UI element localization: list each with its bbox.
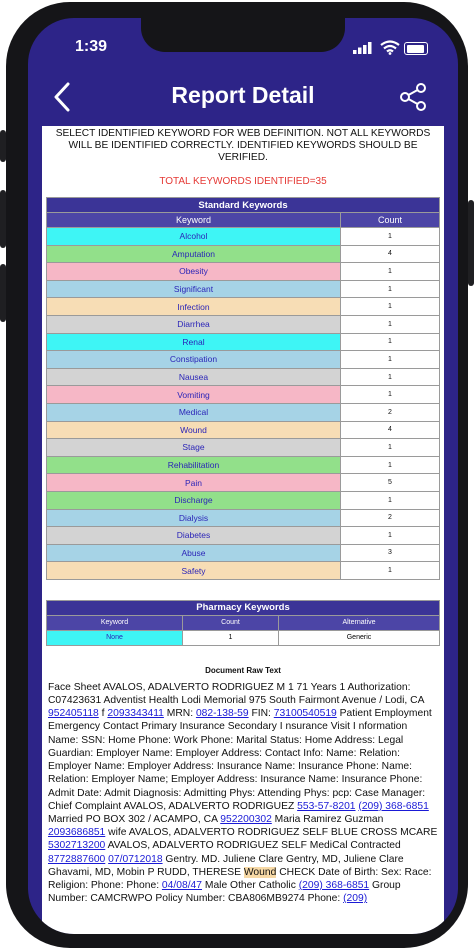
fin-link[interactable]: 73100540519: [273, 708, 337, 720]
keyword-count: 3: [341, 544, 440, 562]
table-row: [47, 315, 440, 333]
total-keywords: TOTAL KEYWORDS IDENTIFIED=35: [159, 176, 327, 187]
keyword-link[interactable]: Discharge: [47, 491, 341, 509]
raw-text: Male Other Catholic: [202, 879, 299, 891]
keyword-link[interactable]: Alcohol: [47, 228, 341, 246]
pharmacy-count: 1: [183, 630, 279, 645]
table-row: [47, 298, 440, 316]
mrn-link[interactable]: 082-138-59: [195, 708, 249, 720]
document-raw-text-title: Document Raw Text: [205, 665, 281, 675]
phone-link[interactable]: 2093343411: [107, 708, 164, 720]
screen: [28, 18, 458, 934]
keyword-count: 1: [341, 456, 440, 474]
keyword-link[interactable]: Amputation: [47, 245, 341, 263]
raw-text: Married PO BOX 302 / ACAMPO, CA: [48, 813, 221, 825]
keyword-link[interactable]: Vomiting: [47, 386, 341, 404]
instructions-text: SELECT IDENTIFIED KEYWORD FOR WEB DEFINITION. NOT ALL KEYWORDS WILL BE IDENTIFIED CORRECTLY. IDENTIFIED KEYWORDS SHOULD BE VERIFIED.: [55, 128, 431, 163]
keyword-link[interactable]: Significant: [47, 280, 341, 298]
keyword-count: 1: [341, 439, 440, 457]
keyword-count: 1: [341, 280, 440, 298]
table-row: [47, 491, 440, 509]
table-row: [47, 630, 440, 645]
table-row: [47, 509, 440, 527]
table-row: [47, 245, 440, 263]
table-row: [47, 403, 440, 421]
date-link[interactable]: 07/0712018: [108, 853, 163, 865]
volume-up-button: [0, 190, 6, 248]
pharmacy-count-header: Count: [183, 615, 279, 630]
keyword-link[interactable]: Rehabilitation: [47, 456, 341, 474]
highlighted-keyword[interactable]: Wound: [243, 866, 277, 878]
phone-link[interactable]: (209) 368-6851: [298, 879, 370, 891]
keyword-count: 1: [341, 263, 440, 281]
status-time: 1:39: [75, 38, 108, 55]
power-button: [468, 200, 474, 286]
raw-text: CHECK Date of Birth: Sex: Race: Religion: Phone: Phone:: [48, 866, 432, 891]
document-raw-text: [42, 681, 444, 905]
status-bar: [28, 38, 458, 60]
raw-text: Patient Employment Emergency Contact Primary Insurance Secondary I nsurance Visit I nformation Name: SSN: Home Phone: Work Phone: Marital Status: Home Address: Legal Guardian: Employer Name: Employer Address: Contact Info: Name: Relation: Employer Name: Employer Address: Insurance Name: Insurance Phone: Name: Relation: Employer Name; Employer Address: Insurance Name: Insurance Phone: Admit Date: Admit Diagnosis: Admitting Phys: Attending Phys: pcp: Case Manager: Chief Complaint AVALOS, ADALVERTO RODRIGUEZ: [48, 708, 432, 812]
table-row: [47, 280, 440, 298]
keyword-link[interactable]: Wound: [47, 421, 341, 439]
keyword-link[interactable]: Dialysis: [47, 509, 341, 527]
raw-text: wife AVALOS, ADALVERTO RODRIGUEZ SELF BLUE CROSS MCARE: [105, 827, 438, 839]
pharmacy-alternative-header: Alternative: [279, 615, 440, 630]
pharmacy-keywords-caption: Pharmacy Keywords: [47, 600, 440, 615]
keyword-link[interactable]: Infection: [47, 298, 341, 316]
keyword-count: 1: [341, 386, 440, 404]
raw-text: Face Sheet AVALOS, ADALVERTO RODRIGUEZ M 1 71 Years 1 Authorization: C07423631 Adventist Health Lodi Memorial 975 South Fairmont Avenue / Lodi, CA: [48, 681, 424, 707]
table-row: [47, 263, 440, 281]
keyword-link[interactable]: Diarrhea: [47, 315, 341, 333]
phone-link[interactable]: 8772887600: [48, 853, 106, 865]
cellular-signal-icon: [353, 42, 373, 54]
table-row: [47, 386, 440, 404]
keyword-count: 5: [341, 474, 440, 492]
keyword-count: 1: [341, 562, 440, 580]
volume-down-button: [0, 264, 6, 322]
phone-link[interactable]: (209): [343, 893, 368, 905]
table-row: [47, 562, 440, 580]
keyword-link[interactable]: Diabetes: [47, 527, 341, 545]
raw-text: Maria Ramirez Guzman: [271, 813, 384, 825]
raw-text: MRN:: [163, 708, 196, 720]
pharmacy-keywords-table: [46, 600, 440, 646]
keyword-link[interactable]: Medical: [47, 403, 341, 421]
table-row: [47, 456, 440, 474]
count-column-header: Count: [341, 213, 440, 228]
nav-header: [28, 76, 458, 120]
table-row: [47, 474, 440, 492]
phone-link[interactable]: 2093686851: [48, 827, 106, 839]
keyword-count: 1: [341, 315, 440, 333]
standard-keywords-table: [46, 197, 440, 580]
phone-link[interactable]: (209) 368-6851: [358, 800, 429, 812]
pharmacy-keyword-header: Keyword: [47, 615, 183, 630]
keyword-link[interactable]: Abuse: [47, 544, 341, 562]
keyword-link[interactable]: Nausea: [47, 368, 341, 386]
keyword-link[interactable]: Safety: [47, 562, 341, 580]
keyword-link[interactable]: Renal: [47, 333, 341, 351]
phone-link[interactable]: 5302713200: [48, 840, 106, 852]
table-row: [47, 527, 440, 545]
keyword-count: 1: [341, 527, 440, 545]
keyword-count: 1: [341, 333, 440, 351]
table-row: [47, 333, 440, 351]
raw-text: Group Number: CAMCRWPO Policy Number: CBA806MB9274 Phone:: [48, 879, 401, 905]
keyword-count: 4: [341, 421, 440, 439]
table-row: [47, 368, 440, 386]
standard-keywords-caption: Standard Keywords: [47, 198, 440, 213]
phone-frame: [6, 2, 468, 948]
pharmacy-keyword-link[interactable]: None: [47, 630, 183, 645]
table-row: [47, 439, 440, 457]
keyword-column-header: Keyword: [47, 213, 341, 228]
keyword-link[interactable]: Constipation: [47, 351, 341, 369]
raw-text: f: [98, 708, 108, 720]
share-icon[interactable]: [398, 80, 428, 114]
table-row: [47, 421, 440, 439]
wifi-icon: [380, 40, 400, 55]
keyword-count: 1: [341, 368, 440, 386]
table-row: [47, 228, 440, 246]
pharmacy-alternative: Generic: [279, 630, 440, 645]
keyword-count: 1: [341, 491, 440, 509]
mute-switch: [0, 130, 6, 162]
keyword-count: 1: [341, 228, 440, 246]
keyword-count: 1: [341, 351, 440, 369]
table-row: [47, 544, 440, 562]
keyword-link[interactable]: Stage: [47, 439, 341, 457]
table-row: [47, 351, 440, 369]
raw-text: AVALOS, ADALVERTO RODRIGUEZ SELF MediCal Contracted: [105, 840, 401, 852]
report-content[interactable]: [42, 126, 444, 934]
raw-text: FIN:: [248, 708, 274, 720]
keyword-count: 1: [341, 298, 440, 316]
date-link[interactable]: 04/08/47: [161, 879, 203, 891]
battery-icon: [404, 42, 428, 55]
keyword-link[interactable]: Obesity: [47, 263, 341, 281]
page-title: Report Detail: [171, 82, 315, 108]
phone-link[interactable]: 952405118: [48, 708, 99, 720]
keyword-count: 4: [341, 245, 440, 263]
keyword-count: 2: [341, 403, 440, 421]
keyword-count: 2: [341, 509, 440, 527]
ssn-link[interactable]: 553-57-8201: [297, 800, 356, 812]
zip-link[interactable]: 952200302: [220, 813, 272, 825]
keyword-link[interactable]: Pain: [47, 474, 341, 492]
raw-text: Gentry. MD. Juliene Clare Gentry, MD, Juliene Clare Ghavami, MD, Mobin P RUDD, THERESE: [48, 853, 404, 878]
